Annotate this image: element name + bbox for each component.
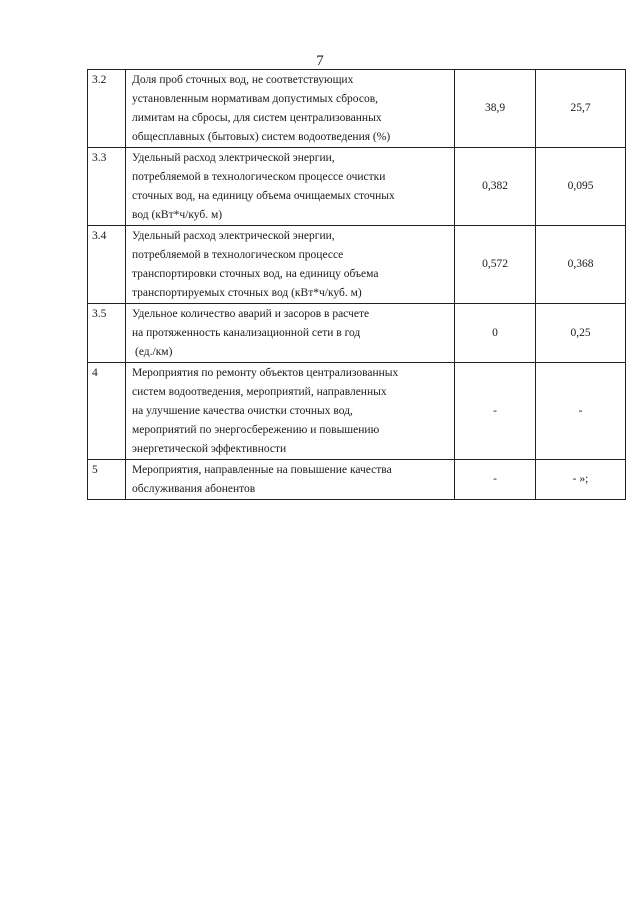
value-cell-2: 25,7	[536, 70, 626, 148]
table-row	[88, 460, 626, 500]
row-description	[126, 460, 455, 500]
description-line: энергетической эффективности	[132, 443, 287, 455]
row-description	[126, 70, 455, 148]
description-line: потребляемой в технологическом процессе очистки	[132, 171, 386, 183]
table-row	[88, 148, 626, 226]
description-line: транспортируемых сточных вод (кВт*ч/куб. м)	[132, 287, 362, 299]
description-line: систем водоотведения, мероприятий, направленных	[132, 386, 387, 398]
value-cell-2: 0,25	[536, 304, 626, 363]
description-line: Доля проб сточных вод, не соответствующих	[132, 74, 354, 86]
description-line: Удельное количество аварий и засоров в расчете	[132, 308, 370, 320]
description-line: Удельный расход электрической энергии,	[132, 230, 335, 242]
description-line: (ед./км)	[135, 346, 173, 358]
description-line: Мероприятия, направленные на повышение качества	[132, 464, 392, 476]
row-number: 5	[88, 460, 126, 500]
row-description	[126, 363, 455, 460]
description-line: транспортировки сточных вод, на единицу объема	[132, 268, 379, 280]
value-cell-1: 0,382	[455, 148, 536, 226]
description-line: Мероприятия по ремонту объектов централизованных	[132, 367, 399, 379]
row-number: 3.3	[88, 148, 126, 226]
value-cell-1: -	[455, 460, 536, 500]
description-line: вод (кВт*ч/куб. м)	[132, 209, 223, 221]
value-cell-2: - »;	[536, 460, 626, 500]
value-cell-1: -	[455, 363, 536, 460]
description-line: сточных вод, на единицу объема очищаемых сточных	[132, 190, 395, 202]
value-cell-2: -	[536, 363, 626, 460]
description-line: мероприятий по энергосбережению и повышению	[132, 424, 380, 436]
value-cell-1: 0,572	[455, 226, 536, 304]
description-line: на протяженность канализационной сети в год	[132, 327, 361, 339]
description-line: обслуживания абонентов	[132, 483, 256, 495]
indicators-table	[87, 69, 626, 500]
description-line: общесплавных (бытовых) систем водоотведения (%)	[132, 131, 391, 143]
description-line: на улучшение качества очистки сточных вод,	[132, 405, 353, 417]
description-line: потребляемой в технологическом процессе	[132, 249, 344, 261]
value-cell-2: 0,368	[536, 226, 626, 304]
description-line: установленным нормативам допустимых сбросов,	[132, 93, 378, 105]
value-cell-1: 38,9	[455, 70, 536, 148]
table-row	[88, 304, 626, 363]
row-number: 3.4	[88, 226, 126, 304]
description-line: лимитам на сбросы, для систем централизованных	[132, 112, 382, 124]
value-cell-2: 0,095	[536, 148, 626, 226]
row-description	[126, 304, 455, 363]
description-line: Удельный расход электрической энергии,	[132, 152, 335, 164]
table-row	[88, 363, 626, 460]
value-cell-1: 0	[455, 304, 536, 363]
table-row	[88, 226, 626, 304]
row-description	[126, 148, 455, 226]
page-number: 7	[316, 53, 324, 69]
row-number: 4	[88, 363, 126, 460]
row-number: 3.2	[88, 70, 126, 148]
row-description	[126, 226, 455, 304]
table-row	[88, 70, 626, 148]
row-number: 3.5	[88, 304, 126, 363]
